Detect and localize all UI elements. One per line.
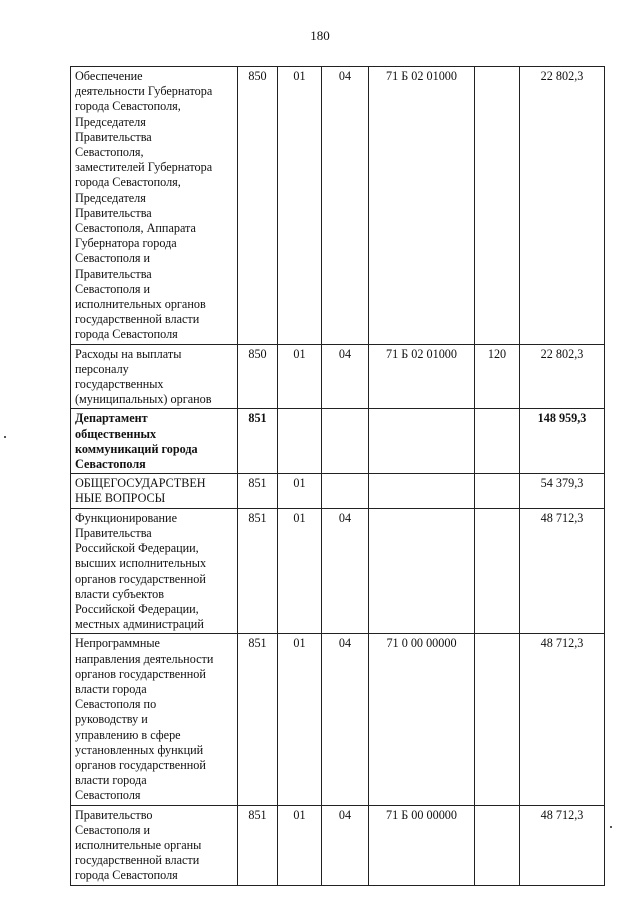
subsection-code-cell [322,474,369,508]
item-name-cell [71,474,238,508]
table-row [71,67,605,345]
subsection-code-cell: 04 [322,508,369,634]
subsection-code-cell [322,409,369,474]
scan-speck [4,436,6,438]
item-name-cell [71,634,238,805]
item-name: Департамент общественных коммуникаций города Севастополя [75,411,198,472]
amount-cell: 22 802,3 [520,67,605,345]
item-name: Правительство Севастополя и исполнительные органы государственной власти города Севастополя [75,807,202,883]
table-row [71,409,605,474]
section-code-cell: 01 [278,805,322,885]
target-article-cell [369,508,475,634]
item-name: Функционирование Правительства Российской Федерации, высших исполнительных органов государственной власти субъектов Российской Федерации, местных администраций [75,510,207,632]
table-row [71,344,605,409]
expense-type-cell [475,409,520,474]
section-code-cell: 01 [278,634,322,805]
target-article-cell: 71 Б 02 01000 [369,344,475,409]
item-name-cell [71,508,238,634]
section-code-cell: 01 [278,344,322,409]
ministry-code-cell: 851 [238,409,278,474]
amount-cell: 48 712,3 [520,805,605,885]
subsection-code-cell: 04 [322,634,369,805]
budget-table [70,66,605,886]
item-name-cell [71,409,238,474]
subsection-code-cell: 04 [322,344,369,409]
ministry-code-cell: 851 [238,634,278,805]
target-article-cell: 71 Б 00 00000 [369,805,475,885]
ministry-code-cell: 851 [238,508,278,634]
item-name: Непрограммные направления деятельности органов государственной власти города Севастополя по руководству и управлению в сфере установленных функций органов государственной власти города Севастополя [75,636,214,803]
section-code-cell: 01 [278,474,322,508]
table-row [71,474,605,508]
target-article-cell [369,474,475,508]
ministry-code-cell: 850 [238,344,278,409]
subsection-code-cell: 04 [322,67,369,345]
section-code-cell [278,409,322,474]
target-article-cell: 71 Б 02 01000 [369,67,475,345]
subsection-code-cell: 04 [322,805,369,885]
expense-type-cell [475,474,520,508]
item-name: ОБЩЕГОСУДАРСТВЕН НЫЕ ВОПРОСЫ [75,476,206,506]
ministry-code-cell: 851 [238,474,278,508]
scan-speck [610,826,612,828]
amount-cell: 148 959,3 [520,409,605,474]
ministry-code-cell: 850 [238,67,278,345]
expense-type-cell [475,67,520,345]
ministry-code-cell: 851 [238,805,278,885]
item-name: Расходы на выплаты персоналу государственных (муниципальных) органов [75,346,212,407]
section-code-cell: 01 [278,508,322,634]
expense-type-cell [475,508,520,634]
expense-type-cell [475,634,520,805]
item-name-cell [71,344,238,409]
table-row [71,508,605,634]
item-name-cell [71,67,238,345]
expense-type-cell: 120 [475,344,520,409]
section-code-cell: 01 [278,67,322,345]
table-row [71,634,605,805]
expense-type-cell [475,805,520,885]
amount-cell: 22 802,3 [520,344,605,409]
target-article-cell [369,409,475,474]
table-row [71,805,605,885]
item-name-cell [71,805,238,885]
target-article-cell: 71 0 00 00000 [369,634,475,805]
amount-cell: 48 712,3 [520,508,605,634]
page-number: 180 [310,28,330,43]
amount-cell: 48 712,3 [520,634,605,805]
amount-cell: 54 379,3 [520,474,605,508]
item-name: Обеспечение деятельности Губернатора города Севастополя, Председателя Правительства Севастополя, заместителей Губернатора города Севастополя, Председателя Правительства Севастополя, Аппарата Губернатора города Севастополя и Правительства Севастополя и исполнительных органов государственной власти города Севастополя [75,69,213,342]
